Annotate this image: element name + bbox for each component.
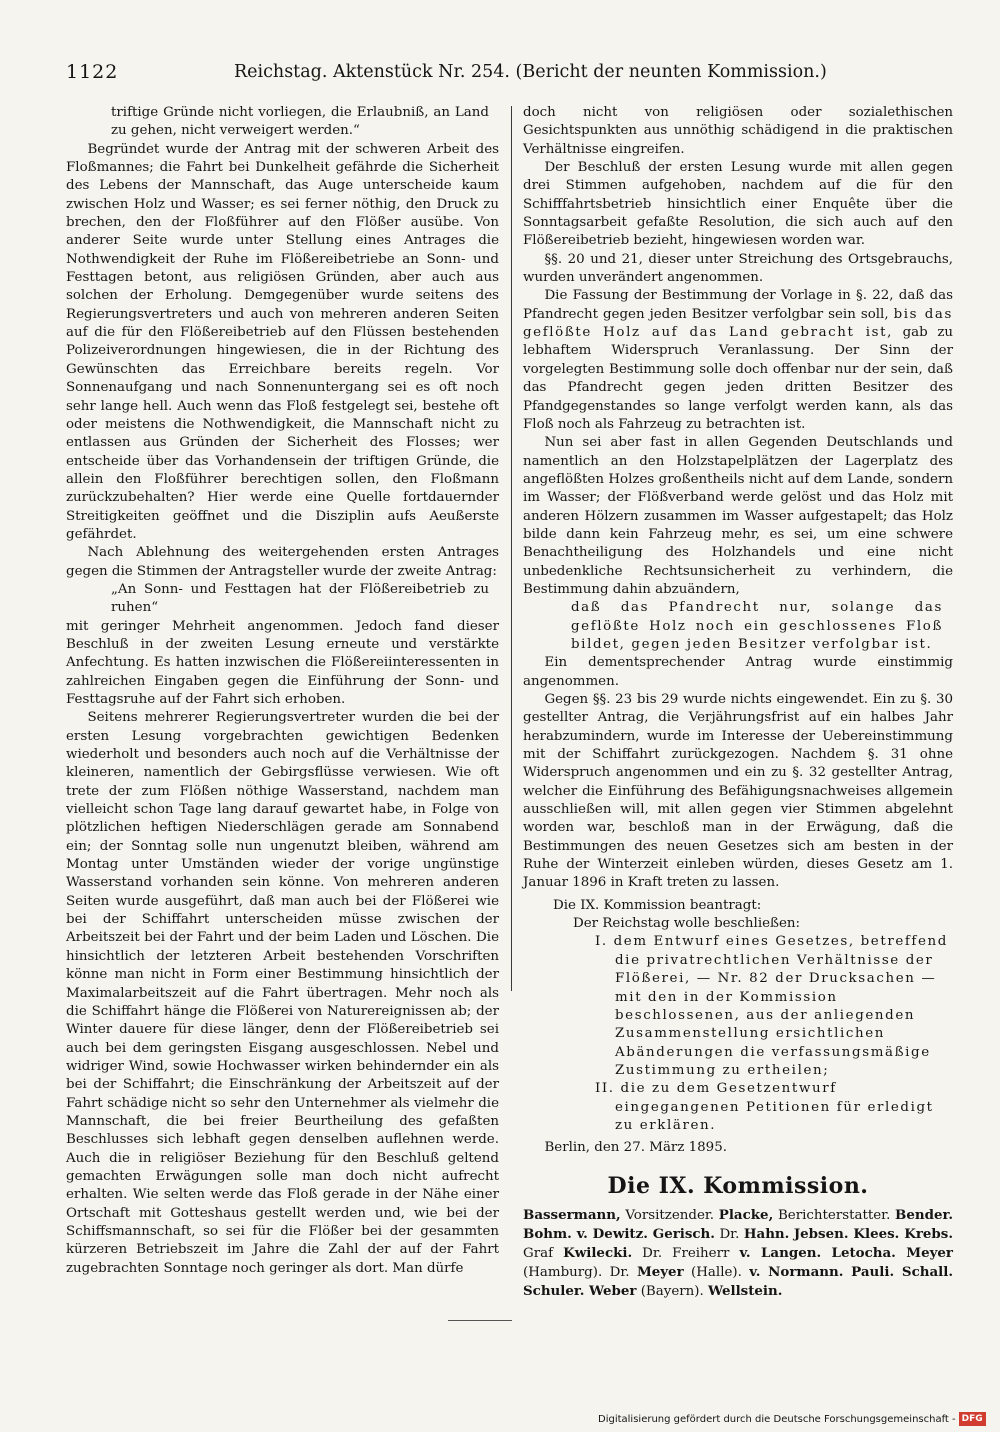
member-name: Bassermann, [523,1206,621,1223]
member-region: (Hamburg). Dr. [523,1264,637,1280]
paragraph-text: Die Fassung der Bestimmung der Vorlage in §. 22, daß das Pfandrecht gegen jeden Besitzer verfolgbar sein soll, [523,288,953,322]
member-name: Bender. Bohm. v. Dewitz. Gerisch. [523,1206,953,1242]
footer-credit: Digitalisierung gefördert durch die Deutsche Forschungsgemeinschaft - [598,1414,956,1425]
paragraph: Gegen §§. 23 bis 29 wurde nichts eingewendet. Ein zu §. 30 gestellter Antrag, die Verjährungsfrist auf ein halbes Jahr herabzumindern, wurde im Interesse der Uebereinstimmung mit der Schiffahrt zurückgezogen. Nachdem §. 31 ohne Widerspruch angenommen und ein zu §. 32 gestellter Antrag, welcher die Einführung des Befähigungsnachweises allgemein ausschließen will, mit allen gegen vier Stimmen abgelehnt worden war, beschloß man in der Erwägung, daß die Bestimmungen des neuen Gesetzes sich am besten in der Ruhe der Winterzeit einleben würden, dieses Gesetz am 1. Januar 1896 in Kraft treten zu lassen. [523,692,953,891]
dfg-logo-icon: DFG [959,1412,986,1426]
paragraph: Nun sei aber fast in allen Gegenden Deutschlands und namentlich an den Holzstapelplätzen der Lagerplatz des angeflößten Holzes großentheils nicht auf dem Lande, sondern im Wasser; der Flößverband werde gelöst und das Holz mit anderen Hölzern zusammen im Wasser aufgestapelt; das Holz bilde dann kein Fahrzeug mehr, es sei, um eine schwere Benachtheiligung des Holzhandels und eine nicht unbedenkliche Rechtsunsicherheit zu verhindern, die Bestimmung dahin abzuändern, [523,435,953,597]
member-region: (Bayern). [636,1283,709,1299]
commission-heading: Die IX. Kommission. [607,1172,869,1199]
paragraph: mit geringer Mehrheit angenommen. Jedoch fand dieser Beschluß in der zweiten Lesung erneute und verstärkte Anfechtung. Es hatten inzwischen die Flößereiinteressenten in zahlreichen Eingaben gegen die Einführung der Sonn- und Festtagsruhe auf der Fahrt sich erhoben. [66,618,499,707]
page-number: 1122 [66,61,119,83]
member-name: Placke, [718,1206,774,1223]
left-column [66,104,499,1278]
motion-subheading: Der Reichstag wolle beschließen: [573,916,801,932]
motion-item-1: I. dem Entwurf eines Gesetzes, betreffend die privatrechtlichen Verhältnisse der Flößerei, — Nr. 82 der Drucksachen — mit den in der Kommission beschlossenen, aus der anliegenden Zusammenstellung ersichtlichen Abänderungen die verfassungsmäßige Zustimmung zu ertheilen; [595,934,948,1078]
paragraph: Ein dementsprechender Antrag wurde einstimmig angenommen. [523,655,953,689]
quote-text: gegen jeden Besitzer verfolgbar ist. [631,636,933,652]
member-name: v. Normann. Pauli. Schall. Schuler. Weber [523,1263,953,1299]
member-name: Meyer [636,1263,684,1280]
member-name: v. Langen. Letocha. Meyer [739,1244,953,1261]
column-divider [511,106,512,991]
paragraph: Seitens mehrerer Regierungsvertreter wurden die bei der ersten Lesung vorgebrachten gewichtigen Bedenken wiederholt und besonders auch noch auf die Verhältnisse der kleineren, namentlich der Gebirgsflüsse verwiesen. Wie oft trete der zum Flößen nöthige Wasserstand, nachdem man vielleicht schon Tage lang darauf gewartet habe, in Folge von plötzlichen heftigen Niederschlägen gerade am Sonnabend ein; der Sonntag solle nun ungenutzt bleiben, während am Montag unter Umständen wieder der vorige ungünstige Wasserstand vorhanden sein könne. Von mehreren anderen Seiten wurde ausgeführt, daß man auch bei der Flößerei wie bei der Schiffahrt unterscheiden müsse zwischen der Arbeitszeit bei der Fahrt und der beim Laden und Löschen. Die hinsichtlich der letzteren Arbeit bestehenden Vorschriften könne man nicht in Form einer Bestimmung hinsichtlich der Maximalarbeitszeit auf die Fahrt übertragen. Mehr noch als die Schiffahrt hänge die Flößerei von Naturereignissen ab; der Winter dauere für diese länger, denn der Flößereibetrieb sei auch bei dem geringsten Eisgang ausgeschlossen. Nebel und widriger Wind, sowie Hochwasser wirken behindernder ein als bei der Schiffahrt; die Einschränkung der Arbeitszeit auf der Fahrt schädige nicht so sehr den Unternehmer als vielmehr die Mannschaft, die bei freier Beurtheilung des gefaßten Beschlusses sich lebhaft gegen denselben auflehnen werde. Auch die in religiöser Beziehung für den Beschluß geltend gemachten Erwägungen solle man doch nicht aufrecht erhalten. Wie selten werde das Floß gerade in der Nähe einer Ortschaft mit Gotteshaus gestellt werden und, wie bei der Schiffsmannschaft, so sei für die Flößer bei der gesammten kürzeren Betriebszeit im Jahre die Zahl der auf der Fahrt zugebrachten Sonntage noch geringer als dort. Man dürfe [66,710,499,1276]
paragraph-text: gab zu lebhaftem Widerspruch Veranlassung. Der Sinn der vorgelegten Bestimmung solle doch offenbar nur der sein, daß das Pfandrecht gegen jeden dritten Besitzer des Pfandgegenstandes so lange verfolgt werden kann, als das Floß noch als Fahrzeug zu betrachten ist. [523,325,953,432]
date-line: Berlin, den 27. März 1895. [544,1140,727,1156]
member-region: (Halle). [683,1264,750,1280]
member-title: Dr. [714,1226,744,1242]
paragraph: §§. 20 und 21, dieser unter Streichung des Ortsgebrauchs, wurden unverändert angenommen. [523,251,953,286]
paragraph: Der Beschluß der ersten Lesung wurde mit allen gegen drei Stimmen aufgehoben, nachdem auf die für den Schifffahrtsbetrieb hinsichtlich einer Enquête über die Sonntagsarbeit gefaßte Resolution, die sich auch auf den Flößereibetrieb bezieht, hingewiesen worden war. [523,160,953,249]
quote-text: daß das Pfandrecht nur, solange das geflößte Holz noch ein geschlossenes Floß bildet, [571,600,943,652]
page-header [66,60,946,84]
member-name: Jebsen. Klees. Krebs. [793,1225,954,1242]
paragraph [523,287,953,434]
motion-item-2: II. die zu dem Gesetzentwurf eingegangenen Petitionen für erledigt zu erklären. [595,1081,934,1133]
member-role: Vorsitzender. [620,1207,719,1223]
paragraph: triftige Gründe nicht vorliegen, die Erlaubniß, an Land zu gehen, nicht verweigert werden.“ [111,105,489,139]
paragraph: doch nicht von religiösen oder sozialethischen Gesichtspunkten aus unnöthig schädigend in die praktischen Verhältnisse eingreifen. [523,105,953,157]
member-role: Berichterstatter. [773,1207,896,1223]
member-name: Wellstein. [708,1282,783,1299]
member-title: Graf [523,1245,564,1261]
footer [598,1412,986,1428]
paragraph: Begründet wurde der Antrag mit der schweren Arbeit des Floßmannes; die Fahrt bei Dunkelheit gefährde die Sicherheit des Lebens der Mannschaft, das Auge unterscheide kaum zwischen Holz und Wasser; es sei ferner nöthig, den Druck zu brechen, den der Floßführer auf den Flößer ausübe. Von anderer Seite wurde unter Stellung eines Antrages die Nothwendigkeit der Ruhe im Flößereibetriebe an Sonn- und Festtagen betont, aus religiösen Gründen, aber auch aus solchen der Erholung. Demgegenüber wurde seitens des Regierungsvertreters und auch von mehreren anderen Seiten auf die für den Flößereibetrieb auf den Flüssen bestehenden Polizeiverordnungen hingewiesen, die in der Richtung des Gewünschten das Erreichbare bereits regeln. Vor Sonnenaufgang und nach Sonnenuntergang sei es oft noch sehr lange hell. Auch wenn das Floß festgelegt sei, bestehe oft oder meistens die Nothwendigkeit, die Mannschaft nicht zu entlassen aus Gründen der Sicherheit des Flosses; wer entscheide über das Vorhandensein der triftigen Gründe, die allein den Floßführer berechtigen sollen, den Floßmann zurückzubehalten? Hier werde eine Quelle fortdauernder Streitigkeiten geöffnet und die Disziplin aufs Aeußerste gefährdet. [66,141,499,542]
quoted-amendment [523,599,953,654]
paragraph: Nach Ablehnung des weitergehenden ersten Antrages gegen die Stimmen der Antragsteller wurde der zweite Antrag: [66,545,499,579]
commission-members [523,1206,953,1301]
member-title: Dr. Freiherr [632,1245,740,1261]
end-rule [448,1320,512,1321]
quoted-motion: „An Sonn- und Festtagen hat der Flößereibetrieb zu ruhen“ [111,581,489,616]
member-name: Hahn. [743,1225,790,1242]
member-name: Kwilecki. [563,1244,633,1261]
right-column [523,104,953,1301]
running-title: Reichstag. Aktenstück Nr. 254. (Bericht der neunten Kommission.) [234,62,827,82]
motion-intro: Die IX. Kommission beantragt: [553,897,762,913]
emphasized-text: bis das geflößte Holz auf das Land gebracht ist, [523,306,953,341]
